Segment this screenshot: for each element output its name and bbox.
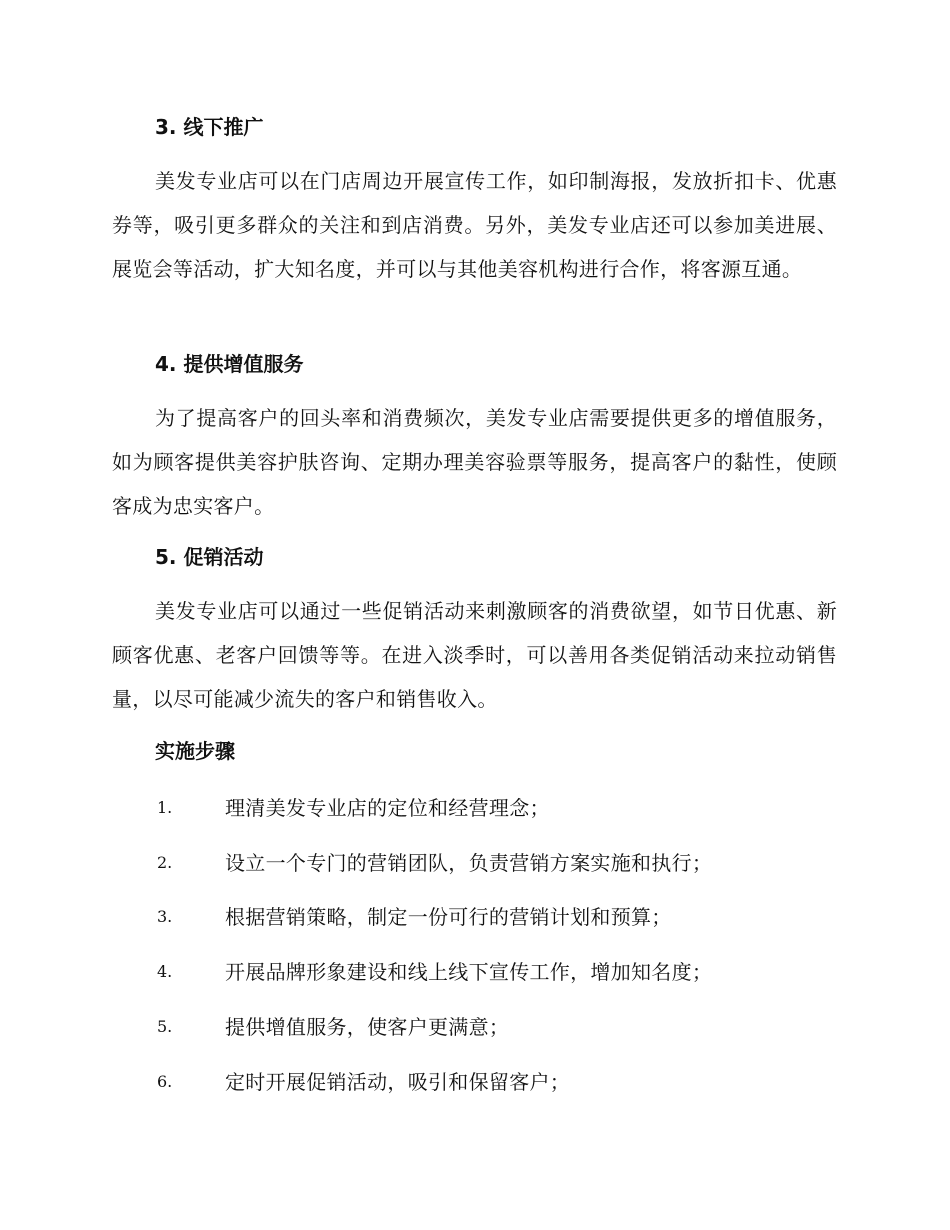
list-number: 3. — [157, 907, 173, 926]
list-item — [0, 793, 950, 823]
section-heading-promotions: 5. 促销活动 — [155, 545, 264, 569]
list-number: 5. — [157, 1017, 173, 1036]
list-text: 开展品牌形象建设和线上线下宣传工作，增加知名度； — [225, 960, 713, 984]
steps-heading: 实施步骤 — [155, 739, 235, 763]
paragraph-value-added-services: 为了提高客户的回头率和消费频次，美发专业店需要提供更多的增值服务，如为顾客提供美容护肤咨询、定期办理美容验票等服务，提高客户的黏性，使顾客成为忠实客户。 — [112, 406, 837, 518]
paragraph-promotions: 美发专业店可以通过一些促销活动来刺激顾客的消费欲望，如节日优惠、新顾客优惠、老客户回馈等等。在进入淡季时，可以善用各类促销活动来拉动销售量，以尽可能减少流失的客户和销售收入。 — [112, 599, 837, 711]
list-text: 根据营销策略，制定一份可行的营销计划和预算； — [225, 905, 672, 929]
list-number: 2. — [157, 853, 173, 872]
list-number: 4. — [157, 962, 173, 981]
section-heading-value-added-services: 4. 提供增值服务 — [155, 352, 304, 376]
section-heading-offline-promotion: 3. 线下推广 — [155, 115, 264, 139]
paragraph-offline-promotion: 美发专业店可以在门店周边开展宣传工作，如印制海报，发放折扣卡、优惠券等，吸引更多群众的关注和到店消费。另外，美发专业店还可以参加美进展、展览会等活动，扩大知名度，并可以与其他美容机构进行合作，将客源互通。 — [112, 169, 837, 281]
list-item — [0, 1012, 950, 1042]
list-text: 设立一个专门的营销团队，负责营销方案实施和执行； — [225, 851, 713, 875]
list-text: 定时开展促销活动，吸引和保留客户； — [225, 1070, 571, 1094]
list-text: 提供增值服务，使客户更满意； — [225, 1015, 510, 1039]
list-item — [0, 957, 950, 987]
list-number: 1. — [157, 798, 173, 817]
list-number: 6. — [157, 1072, 173, 1091]
list-item — [0, 848, 950, 878]
list-item — [0, 902, 950, 932]
list-text: 理清美发专业店的定位和经营理念； — [225, 796, 550, 820]
list-item — [0, 1067, 950, 1097]
